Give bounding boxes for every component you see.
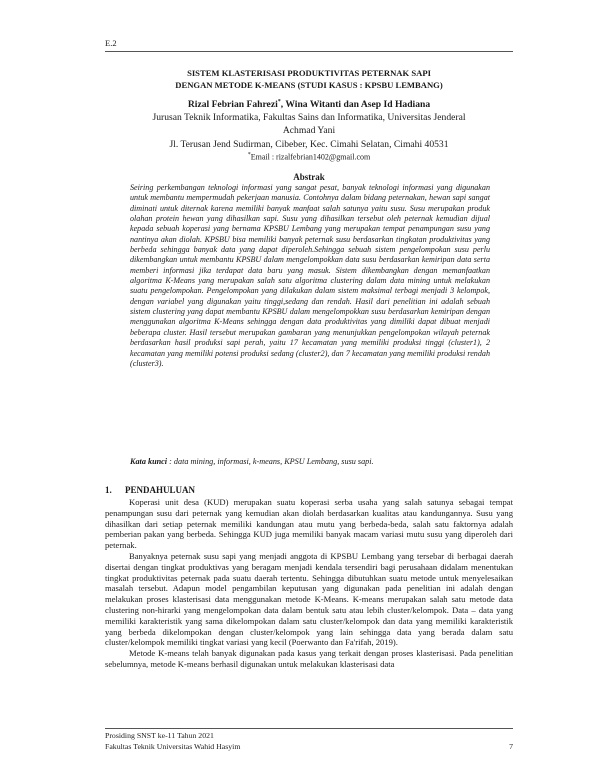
section-title: PENDAHULUAN xyxy=(125,485,196,495)
page-number: 7 xyxy=(509,741,513,751)
footer-proceedings: Prosiding SNST ke-11 Tahun 2021 xyxy=(105,731,214,740)
paragraph-1: Koperasi unit desa (KUD) merupakan suatu koperasi serba usaha yang salah satunya sebagai tempat penampungan susu dari peternak yang kemudian akan diolah berdasarkan kualitas atau kandungannya. Susu yang dihasilkan dari setiap peternak memiliki kandungan atau mutu yang berbeda-beda, salah satu faktornya adalah pemberian pakan yang berbeda. Sehingga KUD juga memiliki banyak macam variasi mutu susu yang diperoleh dari peternak. xyxy=(105,497,513,551)
abstract-body: Seiring perkembangan teknologi informasi yang sangat pesat, banyak teknologi informasi yang digunakan untuk membantu mempermudah pekerjaan manusia. Contohnya dalam bidang peternakan, hewan sapi sangat diminati untuk diternak karena memiliki banyak manfaat salah satunya yaitu susu. Susu merupakan produk olahan protein hewan yang dihasilkan sapi. Susu yang dihasilkan tersebut oleh peternak kemudian dijual kepada sebuah koperasi yang bernama KPSBU Lembang yang merupakan tempat penampungan susu yang nantinya akan diolah. KPSBU bisa memiliki banyak peternak susu berdasarkan tingkatan produktivitas yang berbeda sehingga banyak data yang dapat diperoleh.Sehingga sebuah sistem pengelompokan susu perlu dikembangkan untuk membantu KPSBU dalam mengelompokkan data susu berdasarkan kemiripan data serta memberi informasi jika terdapat data baru yang masuk. Sistem dikembangkan dengan memanfaatkan algoritma K-Means yang merupakan salah satu algoritma clustering dalam data mining untuk melakukan suatu pengelompokan. Pengelompokan yang dilakukan dalam sistem maksimal terbagi menjadi 3 kelompok, dengan variabel yang digunakan yaitu tinggi,sedang dan rendah. Hasil dari penelitian ini adalah sebuah sistem clustering yang dapat membantu KPSBU dalam mengelompokkan susu berdasarkan kemiripan dengan menggunakan algoritma K-Means sehingga dengan data produktivitas yang dimiliki dapat dibuat menjadi beberapa cluster. Hasil tersebut merupakan gambaran yang menunjukkan pengelompokan wilayah peternak berdasarkan hasil produksi sapi perah, yaitu 17 kecamatan yang memiliki produksi tinggi (cluster1), 2 kecamatan yang memiliki potensi produksi sedang (cluster2), dan 7 kecamatan yang memiliki produksi rendah (cluster3). xyxy=(130,183,490,368)
address: Jl. Terusan Jend Sudirman, Cibeber, Kec. Cimahi Selatan, Cimahi 40531 xyxy=(169,139,449,150)
keywords-line xyxy=(130,457,490,466)
author-mark: * xyxy=(277,99,281,105)
footer-faculty: Fakultas Teknik Universitas Wahid Hasyim xyxy=(105,741,241,751)
affiliation-line-2: Achmad Yani xyxy=(282,125,336,136)
email-text: Email : rizalfebrian1402@gmail.com xyxy=(250,152,371,162)
keywords-list: : data mining, informasi, k-means, KPSU Lembang, susu sapi. xyxy=(169,457,374,466)
paragraph-2: Banyaknya peternak susu sapi yang menjadi anggota di KPSBU Lembang yang tersebar di berbagai daerah disertai dengan tingkat produktivas yang beragam menjadi kendala tersendiri bagi perusahaan didalam menentukan tingkat produktivitas peternak pada suatu daerah tertentu. Sehingga dibutuhkan suatu metode untuk menyelesaikan masalah tersebut. Adapun model pengambilan keputusan yang digunakan pada penelitian ini adalah dengan melakukan proses klasterisasi data menggunakan metode K-Means. K-means merupakan salah satu metode data clustering non-hirarki yang mengelompokan data dalam bentuk satu atau lebih cluster/kelompok. Data – data yang memiliki karakteristik yang sama dikelompokan dalam satu cluster/kelompok dan data yang memiliki karakteristik yang berbeda dikelompokan dengan cluster/kelompok yang lain sehingga data yang berada dalam satu cluster/kelompok memiliki tingkat variasi yang kecil (Poerwanto dan Fa'rifah, 2019). xyxy=(105,550,513,648)
paper-title xyxy=(105,67,513,91)
abstract-heading: Abstrak xyxy=(293,172,325,182)
title-line-1: SISTEM KLASTERISASI PRODUKTIVITAS PETERNAK SAPI xyxy=(187,68,431,78)
section-number: 1. xyxy=(105,485,112,495)
affiliation xyxy=(105,111,513,137)
page-code: E.2 xyxy=(105,38,117,48)
page-footer xyxy=(105,731,513,752)
header-rule xyxy=(105,51,513,52)
author-name-1: Rizal Febrian Fahrezi xyxy=(187,99,278,111)
affiliation-line-1: Jurusan Teknik Informatika, Fakultas Sains dan Informatika, Universitas Jenderal xyxy=(152,112,466,123)
email-line xyxy=(105,152,513,162)
title-line-2: DENGAN METODE K-MEANS (STUDI KASUS : KPSBU LEMBANG) xyxy=(175,80,443,90)
author-names-rest: , Wina Witanti dan Asep Id Hadiana xyxy=(280,99,431,111)
paragraph-3: Metode K-means telah banyak digunakan pada kasus yang terkait dengan proses klasterisasi. Pada penelitian sebelumnya, metode K-means berhasil digunakan untuk melakukan klasterisasi data xyxy=(105,648,513,669)
keywords-label: Kata kunci xyxy=(130,457,168,466)
section-heading xyxy=(105,485,195,495)
author-list xyxy=(105,99,513,110)
footer-rule xyxy=(105,728,513,729)
section-body xyxy=(105,497,513,670)
email-mark: * xyxy=(247,152,251,158)
